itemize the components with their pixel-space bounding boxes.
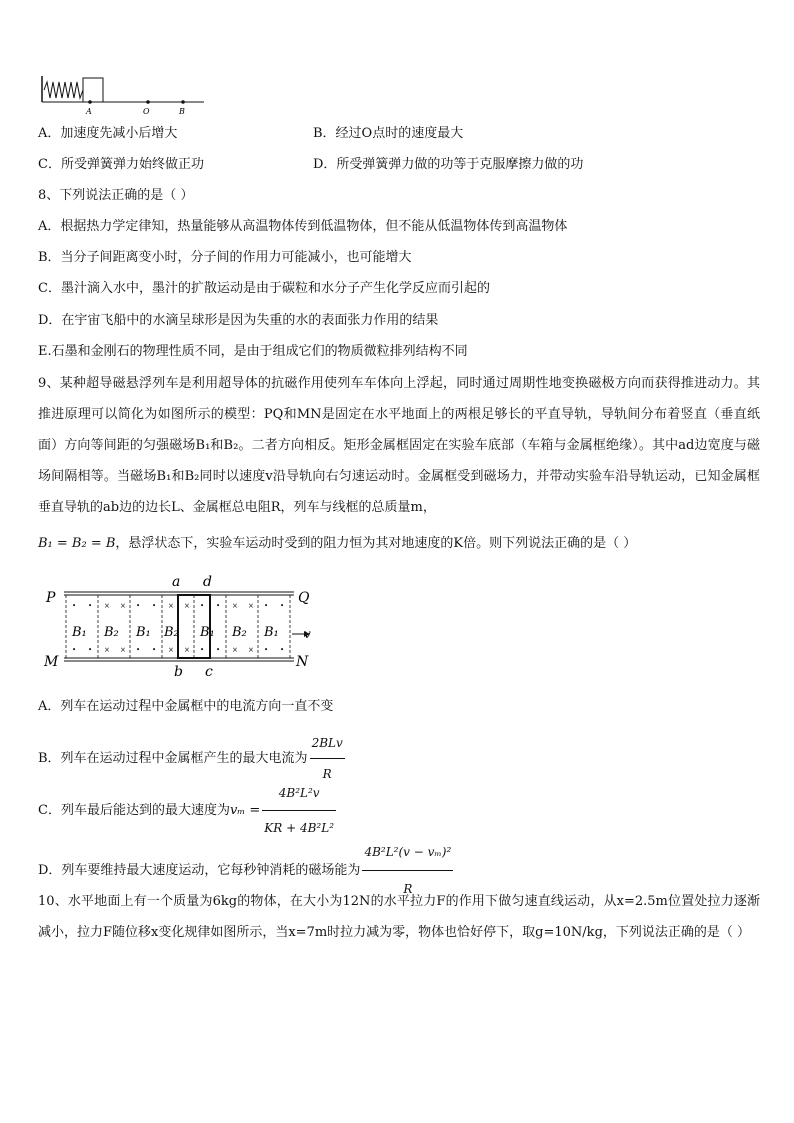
q7-option-a: A．加速度先减小后增大 — [38, 126, 178, 141]
q9-field-condition: B₁ = B₂ = B — [38, 536, 116, 551]
label-A: A — [86, 107, 92, 116]
q9-stem: 9、某种超导磁悬浮列车是利用超导体的抗磁作用使列车车体向上浮起，同时通过周期性地变换磁极方向而获得推进动力。其推进原理可以简化为如图所示的模型：PQ和MN是固定在水平地面上的两根足够长的平直导轨，导轨间分布着竖直（垂直纸面）方向等间距的匀强磁场B₁和B₂。二者方向相反。矩形金属框固定在实验车底部（车箱与金属框绝缘）。其中ad边宽度与磁场间隔相等。当磁场B₁和B₂同时以速度v沿导轨向右匀速运动时。金属框受到磁场力，并带动实验车沿导轨运动，已知金属框垂直导轨的ab边的边长L、金属框总电阻R，列车与线框的总质量m， — [38, 376, 760, 515]
svg-text:•: • — [136, 602, 141, 610]
q8-option-b: B．当分子间距离变小时，分子间的作用力可能减小，也可能增大 — [38, 250, 412, 265]
svg-text:×: × — [104, 646, 110, 654]
svg-text:•: • — [72, 602, 77, 610]
q9-stem-tail: ，悬浮状态下，实验车运动时受到的阻力恒为其对地速度的K倍。则下列说法正确的是（ ） — [115, 536, 637, 551]
svg-text:•: • — [264, 646, 269, 654]
fraction-max-speed: $\frac{\text{4B²L²v}}{\text{KR + 4B²L²}}$ — [262, 776, 336, 845]
q9-option-d: D．列车要维持最大速度运动，它每秒钟消耗的磁场能为 — [38, 863, 361, 878]
svg-text:•: • — [200, 602, 205, 610]
svg-text:•: • — [136, 646, 141, 654]
svg-text:×: × — [232, 602, 238, 610]
label-a: a — [172, 574, 181, 590]
svg-text:•: • — [280, 602, 285, 610]
q9-option-a: A．列车在运动过程中金属框中的电流方向一直不变 — [38, 699, 334, 714]
q8-option-c: C．墨汁滴入水中，墨汁的扩散运动是由于碳粒和水分子产生化学反应而引起的 — [38, 281, 490, 296]
label-c: c — [205, 664, 213, 680]
label-d: d — [203, 574, 212, 590]
svg-text:×: × — [120, 602, 126, 610]
field-label-6: B₂ — [232, 625, 247, 640]
q9-option-b: B．列车在运动过程中金属框产生的最大电流为 — [38, 751, 308, 766]
fraction-current: $\frac{\text{2BLv}}{R}$ — [310, 728, 345, 789]
label-P: P — [46, 590, 56, 606]
label-M: M — [44, 654, 59, 670]
label-O: O — [143, 107, 150, 116]
svg-text:×: × — [248, 646, 254, 654]
svg-text:•: • — [152, 602, 157, 610]
q8-option-a: A．根据热力学定律知，热量能够从高温物体传到低温物体，但不能从低温物体传到高温物体 — [38, 219, 568, 234]
q9-option-c: C．列车最后能达到的最大速度为 — [38, 803, 230, 818]
field-label-7: B₁ — [264, 625, 279, 640]
svg-text:•: • — [280, 646, 285, 654]
q8-option-e: E.石墨和金刚石的物理性质不同，是由于组成它们的物质微粒排列结构不同 — [38, 344, 468, 359]
svg-text:×: × — [184, 646, 190, 654]
svg-text:•: • — [264, 602, 269, 610]
svg-text:•: • — [216, 646, 221, 654]
q8-option-d: D．在宇宙飞船中的水滴呈球形是因为失重的水的表面张力作用的结果 — [38, 313, 439, 328]
q7-option-b: B．经过O点时的速度最大 — [313, 126, 464, 141]
svg-text:×: × — [104, 602, 110, 610]
q7-option-c: C．所受弹簧弹力始终做正功 — [38, 157, 204, 172]
field-label-2: B₂ — [104, 625, 119, 640]
svg-text:×: × — [248, 602, 254, 610]
fraction-energy: $\frac{\text{4B²L²(v − vₘ)²}}{R}$ — [362, 834, 453, 907]
spring-block-figure — [38, 72, 208, 120]
field-label-1: B₁ — [72, 625, 87, 640]
label-Q: Q — [298, 590, 310, 606]
label-N: N — [296, 654, 309, 670]
svg-text:×: × — [232, 646, 238, 654]
field-label-5: B₁ — [200, 625, 215, 640]
q7-option-d: D．所受弹簧弹力做的功等于克服摩擦力做的功 — [313, 157, 584, 172]
svg-text:•: • — [88, 602, 93, 610]
svg-text:•: • — [72, 646, 77, 654]
svg-text:•: • — [152, 646, 157, 654]
svg-text:•: • — [216, 602, 221, 610]
field-label-3: B₁ — [136, 625, 151, 640]
label-b: b — [174, 664, 183, 680]
svg-text:×: × — [184, 602, 190, 610]
maglev-rail-figure — [42, 572, 332, 680]
svg-text:×: × — [168, 646, 174, 654]
svg-text:•: • — [88, 646, 93, 654]
svg-text:•: • — [200, 646, 205, 654]
max-speed-symbol: vₘ = — [229, 803, 261, 818]
svg-text:×: × — [120, 646, 126, 654]
field-label-4: B₂ — [164, 625, 179, 640]
label-B: B — [179, 107, 185, 116]
q8-stem: 8、下列说法正确的是（ ） — [38, 188, 194, 203]
q10-stem: 10、水平地面上有一个质量为6kg的物体，在大小为12N的水平拉力F的作用下做匀速直线运动，从x=2.5m位置处拉力逐渐减小，拉力F随位移x变化规律如图所示，当x=7m时拉力减为零，物体也恰好停下，取g=10N/kg，下列说法正确的是（ ） — [38, 894, 760, 940]
svg-text:×: × — [168, 602, 174, 610]
